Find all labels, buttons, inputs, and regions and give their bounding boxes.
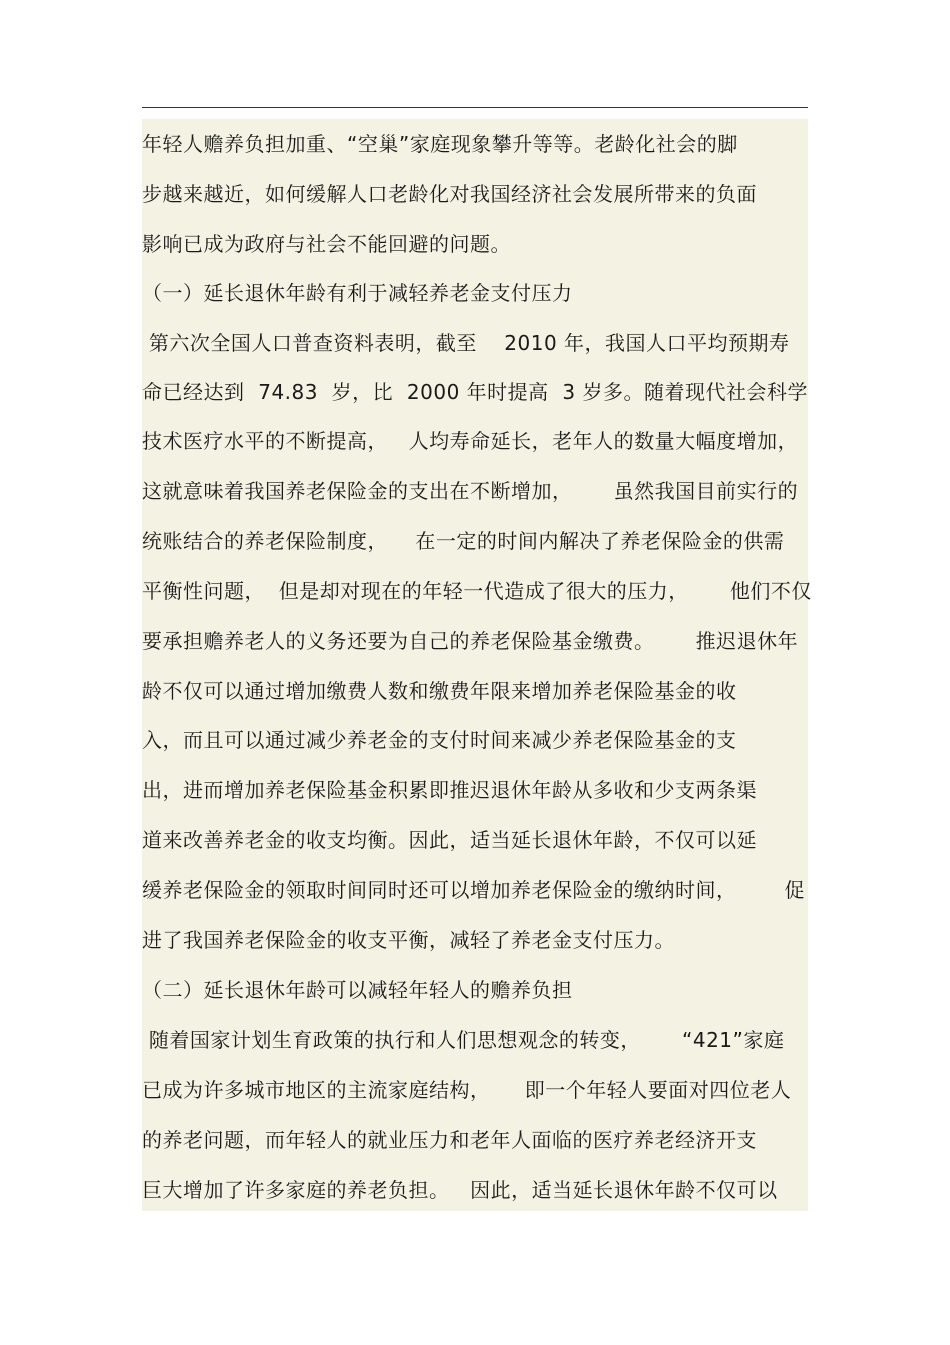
- text-line: 进了我国养老保险金的收支平衡，减轻了养老金支付压力。: [142, 928, 675, 952]
- text-line: 缓养老保险金的领取时间同时还可以增加养老保险金的缴纳时间， 促: [142, 878, 806, 902]
- text-line: 随着国家计划生育政策的执行和人们思想观念的转变， “421”家庭: [142, 1028, 785, 1052]
- text-line: 影响已成为政府与社会不能回避的问题。: [142, 232, 511, 256]
- text-line: 巨大增加了许多家庭的养老负担。 因此，适当延长退休年龄不仅可以: [142, 1178, 778, 1202]
- section-heading: （一）延长退休年龄有利于减轻养老金支付压力: [142, 281, 573, 305]
- text-line: 出，进而增加养老保险基金积累即推迟退休年龄从多收和少支两条渠: [142, 778, 757, 802]
- text-line: 技术医疗水平的不断提高， 人均寿命延长，老年人的数量大幅度增加，: [142, 429, 799, 453]
- text-line: 第六次全国人口普查资料表明，截至 2010 年，我国人口平均预期寿: [142, 331, 790, 355]
- text-line: 入，而且可以通过减少养老金的支付时间来减少养老保险基金的支: [142, 728, 737, 752]
- text-line: 统账结合的养老保险制度， 在一定的时间内解决了养老保险金的供需: [142, 529, 785, 553]
- text-line: 的养老问题，而年轻人的就业压力和老年人面临的医疗养老经济开支: [142, 1128, 757, 1152]
- text-line: 已成为许多城市地区的主流家庭结构， 即一个年轻人要面对四位老人: [142, 1078, 792, 1102]
- text-line: 这就意味着我国养老保险金的支出在不断增加， 虽然我国目前实行的: [142, 479, 799, 503]
- header-rule: [142, 107, 808, 108]
- section-heading: （二）延长退休年龄可以减轻年轻人的赡养负担: [142, 978, 573, 1002]
- document-body: [142, 119, 812, 1211]
- text-line: 命已经达到 74.83 岁，比 2000 年时提高 3 岁多。随着现代社会科学: [142, 380, 808, 404]
- text-line: 龄不仅可以通过增加缴费人数和缴费年限来增加养老保险基金的收: [142, 679, 737, 703]
- text-line: 道来改善养老金的收支均衡。因此，适当延长退休年龄，不仅可以延: [142, 828, 757, 852]
- text-line: 要承担赡养老人的义务还要为自己的养老保险基金缴费。 推迟退休年: [142, 629, 799, 653]
- text-line: 年轻人赡养负担加重、“空巢”家庭现象攀升等等。老龄化社会的脚: [142, 132, 738, 156]
- text-line: 平衡性问题， 但是却对现在的年轻一代造成了很大的压力， 他们不仅: [142, 579, 812, 603]
- text-line: 步越来越近，如何缓解人口老龄化对我国经济社会发展所带来的负面: [142, 182, 757, 206]
